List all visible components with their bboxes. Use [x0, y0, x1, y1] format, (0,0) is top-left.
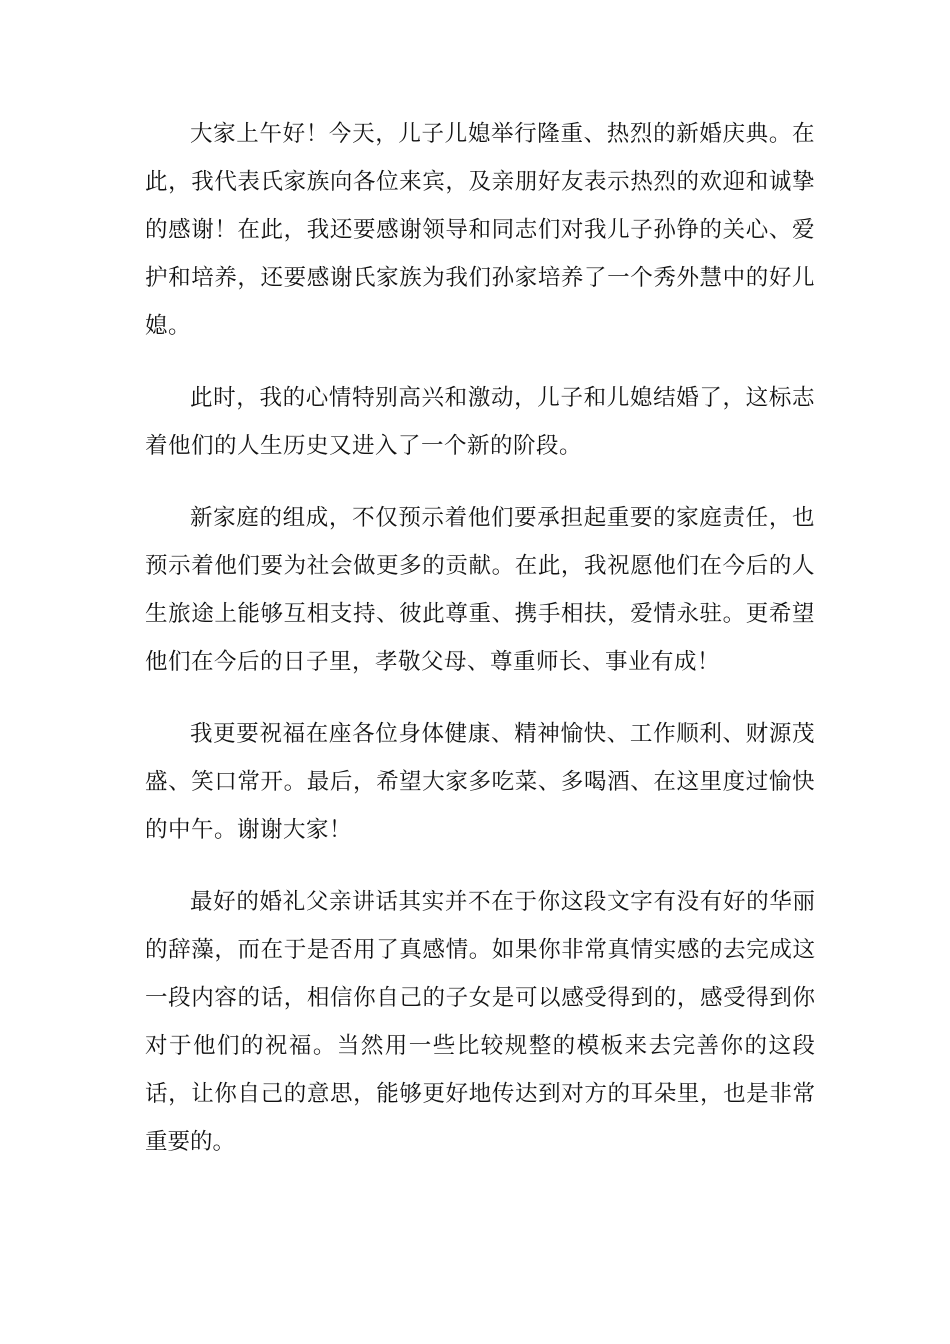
paragraph-commentary: 最好的婚礼父亲讲话其实并不在于你这段文字有没有好的华丽的辞藻，而在于是否用了真感情。如果你非常真情实感的去完成这一段内容的话，相信你自己的子女是可以感受得到的，感受得到你对于他们的祝福。当然用一些比较规整的模板来去完善你的这段话，让你自己的意思，能够更好地传达到对方的耳朵里，也是非常重要的。 [145, 889, 815, 1155]
paragraph-emotion: 此时，我的心情特别高兴和激动，儿子和儿媳结婚了，这标志着他们的人生历史又进入了一个新的阶段。 [145, 385, 815, 459]
document-body [145, 110, 815, 1190]
paragraph-blessing: 我更要祝福在座各位身体健康、精神愉快、工作顺利、财源茂盛、笑口常开。最后，希望大家多吃菜、多喝酒、在这里度过愉快的中午。谢谢大家！ [145, 721, 815, 843]
paragraph-greeting: 大家上午好！今天，儿子儿媳举行隆重、热烈的新婚庆典。在此，我代表氏家族向各位来宾，及亲朋好友表示热烈的欢迎和诚挚的感谢！在此，我还要感谢领导和同志们对我儿子孙铮的关心、爱护和培养，还要感谢氏家族为我们孙家培养了一个秀外慧中的好儿媳。 [145, 121, 815, 339]
paragraph-new-family: 新家庭的组成，不仅预示着他们要承担起重要的家庭责任，也预示着他们要为社会做更多的贡献。在此，我祝愿他们在今后的人生旅途上能够互相支持、彼此尊重、携手相扶，爱情永驻。更希望他们在今后的日子里，孝敬父母、尊重师长、事业有成！ [145, 505, 815, 675]
